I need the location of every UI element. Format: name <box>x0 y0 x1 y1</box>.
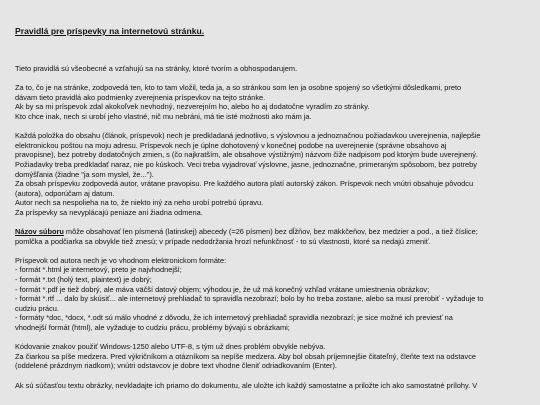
filename-rule-text: môže obsahovať len písmená (latinskej) abecedy (=26 písmen) bez dĺžňov, bez mäkkčeňov, bez medzier a pod., a tiež číslice; <box>63 227 478 237</box>
filename-rule <box>15 227 530 237</box>
formats-line: cudziu prácu. <box>15 303 59 313</box>
formats-line: - formát *.rtf ... dalo by skúsiť... ale internetový prehliadač to spravidla nezobrazí; bolo by ho treba zostane, alebo sa musí prerobiť - vyžaduje to <box>15 294 484 304</box>
formats-line: - formát *.html je internetový, preto je najvhodnejší; <box>15 265 182 275</box>
paragraph2-line: (autora), odporúčam aj datum. <box>15 188 115 198</box>
encoding-line: Kódovanie znakov použiť Windows-1250 alebo UTF-8, s tým už dnes problém obvykle nebýva. <box>15 342 326 352</box>
images-line: Ak sú súčasťou textu obrázky, nevkladajte ich priamo do dokumentu, ale uložte ich každý samostatne a priložte ich ako samostatné prílohy. V <box>15 380 478 390</box>
formats-line: - formát *.pdf je tiež dobrý, ale máva väčší datový objem; výhodou je, že už má konečný vzhľad vrátane umiestnenia obrázkov; <box>15 284 430 294</box>
formats-line: - formáty *doc, *docx, *.odt sú málo vhodné z dôvodu, že ich internetový prehliadač spravidla nezobrazí; je sice možné ich previesť na <box>15 313 453 323</box>
formats-line: Príspevok od autora nech je vo vhodnom elektronickom formáte: <box>15 255 227 265</box>
paragraph2-line: elektronickou poštou na moju adresu. Príspevok nech je úplne dohotovený v konečnej podobe na uverejnenie (správne obsahovo aj <box>15 140 447 150</box>
paragraph1-line: Kto chce inak, nech si urobí jeho vlastné, nič mu nebráni, má tie isté možnosti ako mám ja. <box>15 111 312 121</box>
paragraph2-line: Požiadavky treba predkladať naraz, nie po kúskoch. Veci treba vyjadrovať výslovne, jasne, jednoznačne, primeraným spôsobom, bez potreby <box>15 159 477 169</box>
encoding-line: (oddelené prázdnym riadkom); vnútri odstavcov je dobre text vhodne členiť odriadkovaním (Enter). <box>15 361 337 371</box>
paragraph1-line: dávam tieto pravidlá ako podmienky zverejnenia príspevkov na tejto stránke. <box>15 92 266 102</box>
encoding-line: Za čiarkou sa píše medzera. Pred výkričníkom a otázníkom sa nepíše medzera. Aby bol obsah príjemnejšie čitateľný, čleňte text na odstavce <box>15 351 477 361</box>
page-title: Pravidlá pre príspevky na internetovú stránku. <box>15 26 205 36</box>
paragraph1-line: Ak by sa mi príspevok zdal akokoľvek nevhodný, nezverejním ho, alebo ho aj dodatočne vyradím zo stránky. <box>15 102 370 112</box>
document-body <box>15 64 530 390</box>
formats-line: - formát *.txt (holý text, plaintext) je dobrý; <box>15 275 152 285</box>
paragraph2-line: Za príspevky sa nevyplácajú peniaze ani žiadna odmena. <box>15 207 203 217</box>
paragraph1-line: Za to, čo je na stránke, zodpovedá ten, kto to tam vložil, teda ja, a so stránkou som len ja osobne spojený so všetkými dôsledkami, preto <box>15 83 462 93</box>
paragraph2-line: Za obsah príspevku zodpovedá autor, vrátane pravopisu. Pre každého autora platí autorský zákon. Príspevok nech vnútri obsahuje pôvodcu <box>15 179 474 189</box>
paragraph2-line: Autor nech sa nespolieha na to, že niekto iný za neho urobí potrebú úpravu. <box>15 198 264 208</box>
intro-text: Tieto pravidlá sú všeobecné a vzťahujú sa na stránky, ktoré tvorím a obhospodarujem. <box>15 64 298 73</box>
filename-rule-line2: pomlčka a podčiarka sa obvykle tiež znesú; v prípade nedodržania hrozí nefunkčnosť - to sú vlastnosti, ktoré sa nedajú zmeniť. <box>15 236 431 246</box>
paragraph2-line: domýšľania (žiadne "ja som myslel, že..."). <box>15 169 154 179</box>
filename-label: Názov súboru <box>15 227 64 237</box>
paragraph2-line: pravopisne), bez potreby dodatočných zmien, s (čo najkratším, ale obsahove výstižným) názvom čiže nadpisom pod ktorým bude uverejnený. <box>15 150 478 160</box>
formats-line: vhodnejší formát (html), ale vyžaduje to cudziu prácu, problémy bývajú s obrázkami; <box>15 323 290 333</box>
paragraph2-line: Každá položka do obsahu (článok, príspevok) nech je predkladaná jednotlivo, s výslovnou a jednoznačnou požiadavkou uverejnenia, najlepšie <box>15 131 481 141</box>
